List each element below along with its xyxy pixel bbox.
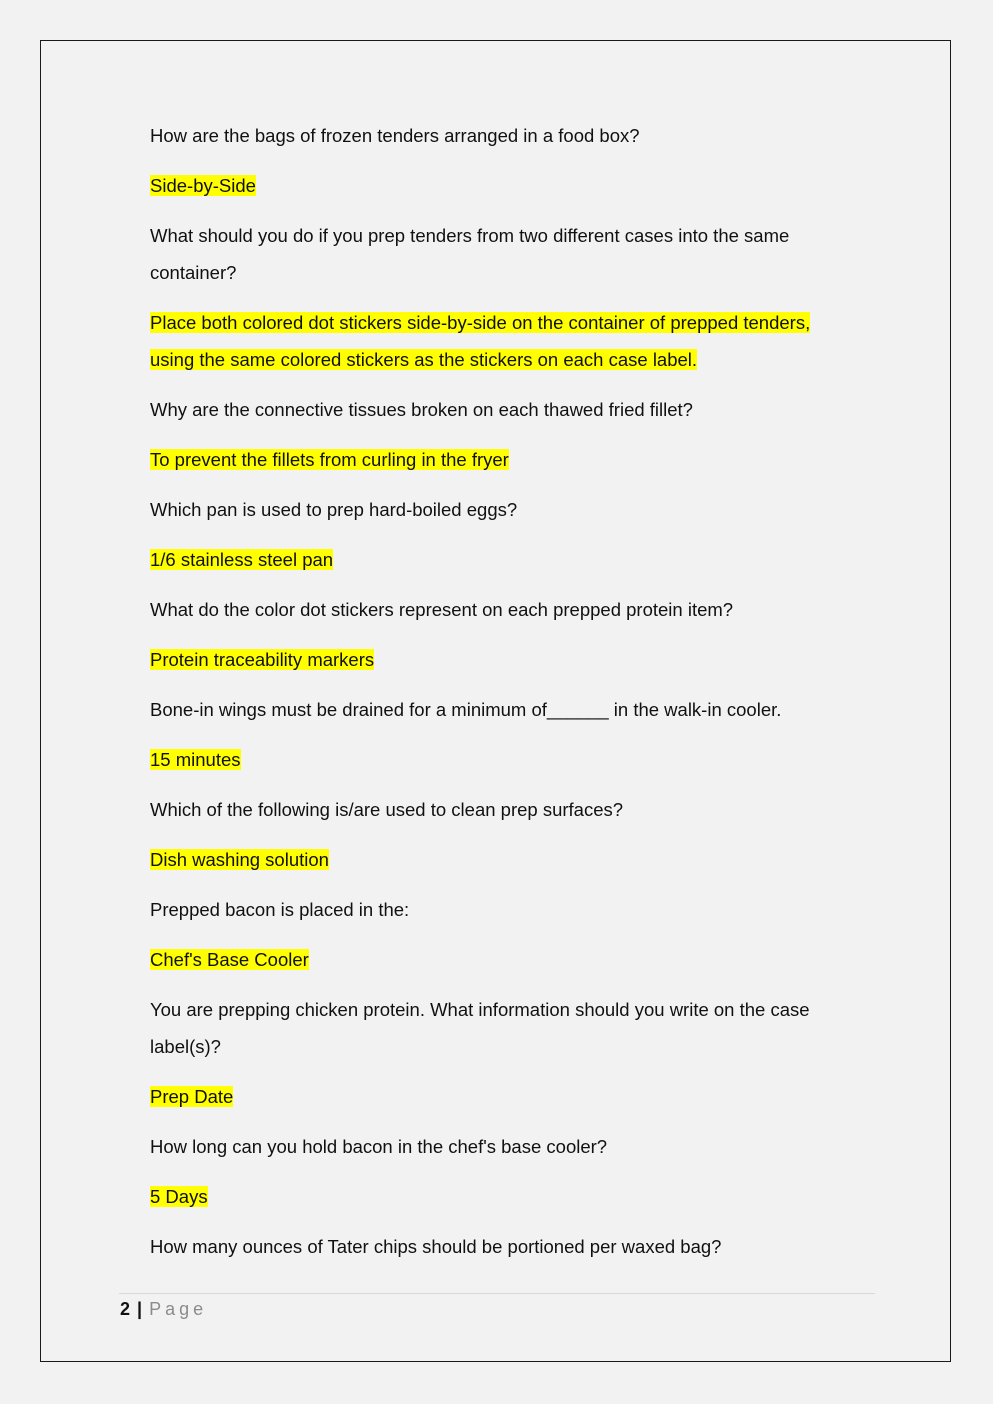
answer-text — [150, 304, 850, 378]
question-text: You are prepping chicken protein. What information should you write on the case label(s)? — [150, 999, 810, 1057]
question-text: Which pan is used to prep hard-boiled eggs? — [150, 499, 518, 520]
footer-divider — [119, 1293, 875, 1294]
footer-separator: | — [137, 1299, 143, 1319]
page-number: 2 — [120, 1299, 131, 1319]
answer-highlight: Side-by-Side — [150, 175, 256, 196]
answer-text — [150, 167, 850, 204]
question-text: How many ounces of Tater chips should be portioned per waxed bag? — [150, 1236, 722, 1257]
answer-highlight: Chef's Base Cooler — [150, 949, 309, 970]
question-text: Bone-in wings must be drained for a minimum of______ in the walk-in cooler. — [150, 699, 782, 720]
page-content — [150, 117, 850, 1278]
question-text: Why are the connective tissues broken on each thawed fried fillet? — [150, 399, 693, 420]
answer-text — [150, 541, 850, 578]
page-footer — [120, 1295, 207, 1323]
question-text: How are the bags of frozen tenders arranged in a food box? — [150, 125, 640, 146]
answer-highlight: 5 Days — [150, 1186, 208, 1207]
answer-highlight: 15 minutes — [150, 749, 241, 770]
document-page — [40, 40, 951, 1362]
question-text: Which of the following is/are used to clean prep surfaces? — [150, 799, 624, 820]
answer-text — [150, 741, 850, 778]
question-text: How long can you hold bacon in the chef's base cooler? — [150, 1136, 608, 1157]
question-text: What do the color dot stickers represent on each prepped protein item? — [150, 599, 734, 620]
answer-text — [150, 1178, 850, 1215]
answer-text — [150, 441, 850, 478]
answer-text — [150, 841, 850, 878]
page-label: Page — [149, 1299, 208, 1319]
question-text: Prepped bacon is placed in the: — [150, 899, 410, 920]
answer-highlight: To prevent the fillets from curling in the fryer — [150, 449, 509, 470]
answer-highlight: Prep Date — [150, 1086, 234, 1107]
question-text: What should you do if you prep tenders from two different cases into the same container? — [150, 225, 790, 283]
answer-highlight: Place both colored dot stickers side-by-side on the container of prepped tenders, using the same colored stickers as the stickers on each case label. — [150, 312, 811, 370]
answer-highlight: 1/6 stainless steel pan — [150, 549, 334, 570]
answer-text — [150, 641, 850, 678]
answer-highlight: Protein traceability markers — [150, 649, 375, 670]
answer-text — [150, 1078, 850, 1115]
answer-highlight: Dish washing solution — [150, 849, 329, 870]
answer-text — [150, 941, 850, 978]
